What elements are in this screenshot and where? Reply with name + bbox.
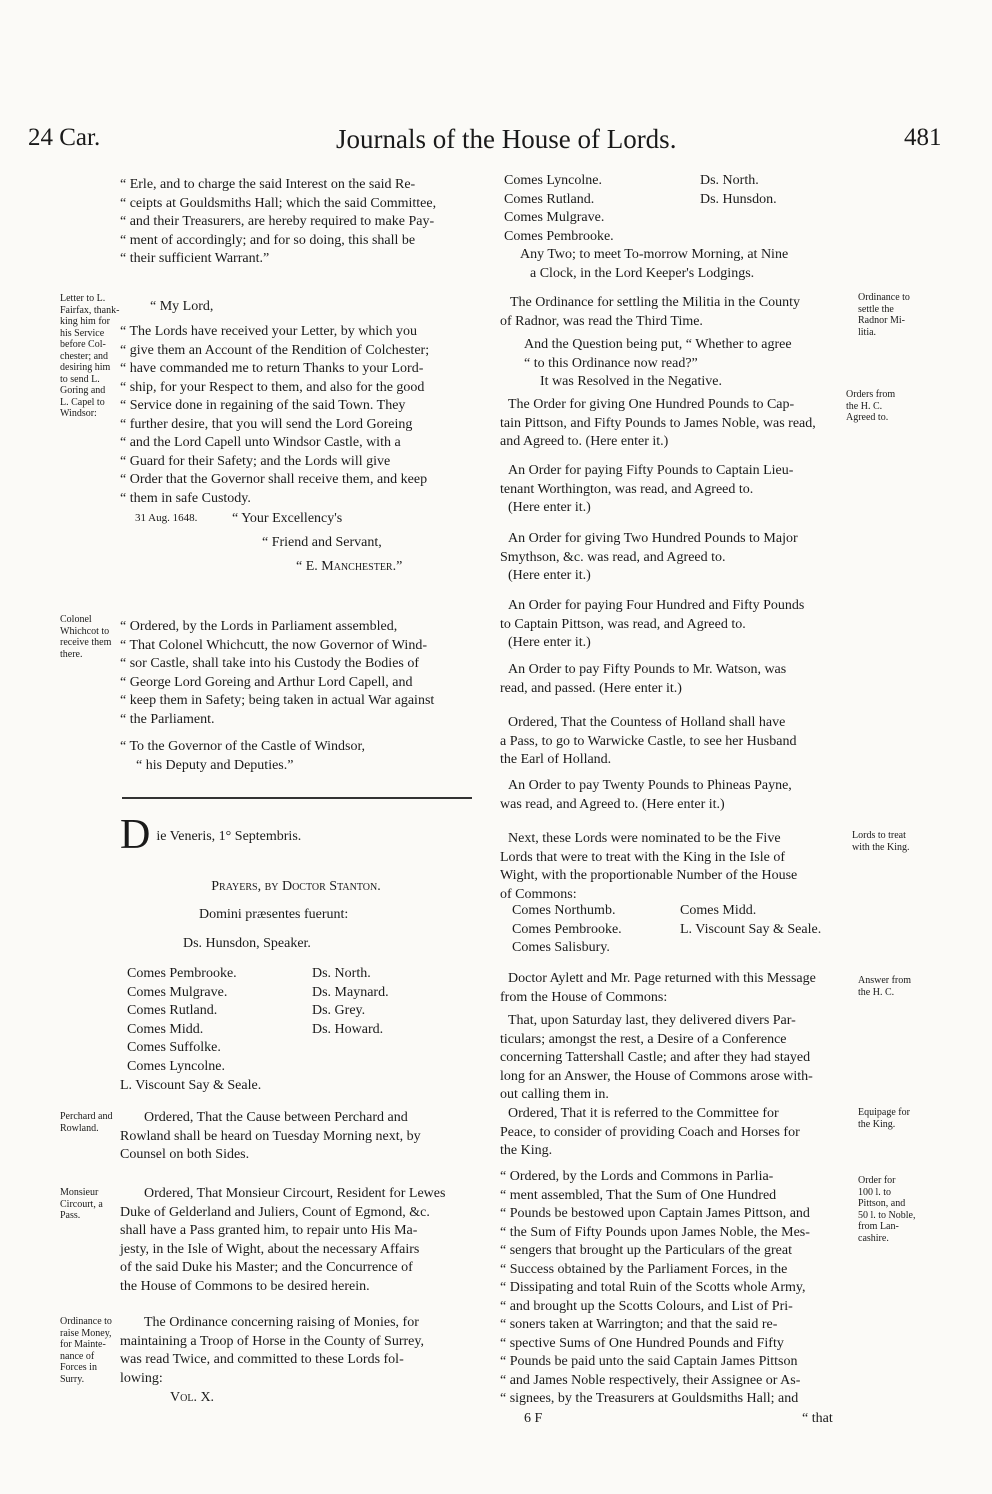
margin-line: Orders from: [846, 389, 896, 400]
present-lord: Comes Suffolke.: [127, 1040, 221, 1055]
signatory: “ E. Manchester.”: [296, 559, 403, 574]
text-line: “ Erle, and to charge the said Interest on the said Re-: [120, 177, 416, 192]
present-lord: Comes Mulgrave.: [127, 984, 228, 1000]
text-line: “ sengers that brought up the Particulars of the great: [500, 1243, 792, 1258]
text-line: out calling them in.: [500, 1087, 609, 1102]
text-line: “ ment of accordingly; and for so doing, this shall be: [120, 232, 416, 248]
prayers-line: Prayers, by Doctor Stanton.: [211, 879, 381, 894]
order-coach: [500, 1105, 850, 1161]
text-line: “ Guard for their Safety; and the Lords will give: [120, 453, 391, 469]
text-line: An Order for giving Two Hundred Pounds to Major: [508, 531, 798, 546]
text-line: “ George Lord Goreing and Arthur Lord Capell, and: [120, 674, 413, 690]
margin-note-radnor: [858, 292, 934, 338]
treat-lord: Comes Midd.: [680, 903, 757, 918]
text-line: Doctor Aylett and Mr. Page returned with this Message: [508, 971, 816, 986]
margin-line: chester; and: [60, 350, 109, 362]
text-line: An Order to pay Fifty Pounds to Mr. Watson, was: [508, 662, 787, 677]
day-heading-text: ie Veneris, 1° Septembris.: [156, 829, 302, 844]
text-line: The Ordinance for settling the Militia in the County: [510, 295, 801, 310]
text-line: Lords that were to treat with the King in the Isle of: [500, 849, 785, 865]
text-line: “ ment assembled, That the Sum of One Hundred: [500, 1187, 777, 1203]
page-number: 481: [904, 124, 942, 151]
text-line: the King.: [500, 1143, 553, 1158]
order-worthington: [500, 462, 850, 518]
margin-line: Equipage for: [858, 1107, 910, 1118]
text-line: “ and the Lord Capell unto Windsor Castle, with a: [120, 435, 401, 450]
text-line: tenant Worthington, was read, and Agreed to.: [500, 481, 754, 497]
margin-line: cashire.: [858, 1232, 889, 1244]
margin-note-fairfax: [60, 293, 122, 420]
text-line: Smythson, &c. was read, and Agreed to.: [500, 549, 726, 565]
text-line: was read Twice, and committed to these Lords fol-: [120, 1352, 404, 1367]
margin-line: Ordinance to: [858, 292, 910, 303]
order-watson: [500, 661, 850, 698]
text-line: lowing:: [120, 1370, 163, 1386]
margin-line: before Col-: [60, 339, 106, 350]
text-line: “ Service done in regaining of the said Town. They: [120, 398, 406, 413]
text-line: of Radnor, was read the Third Time.: [500, 313, 703, 329]
treat-list-left: [512, 902, 622, 958]
text-line: “ That Colonel Whichcutt, the now Governor of Wind-: [120, 637, 427, 653]
treat-lord: Comes Salisbury.: [512, 940, 610, 955]
text-line: “ his Deputy and Deputies.”: [136, 757, 294, 773]
continuation-paragraph: [120, 176, 472, 269]
text-line: “ and brought up the Scotts Colours, and List of Pri-: [500, 1298, 793, 1314]
margin-line: Rowland.: [60, 1122, 99, 1134]
margin-note-order100: [858, 1175, 938, 1244]
text-line: “ Ordered, by the Lords and Commons in Parlia-: [500, 1169, 774, 1184]
text-line: “ ship, for your Respect to them, and also for the good: [120, 379, 425, 395]
committee-lord: Ds. Hunsdon.: [700, 191, 777, 207]
text-line: Ordered, That the Countess of Holland shall have: [508, 715, 786, 730]
text-line: “ keep them in Safety; being taken in actual War against: [120, 693, 435, 708]
text-line: of the said Duke his Master; and the Concurrence of: [120, 1260, 413, 1275]
text-line: “ spective Sums of One Hundred Pounds and Fifty: [500, 1335, 784, 1351]
margin-line: L. Capel to: [60, 396, 105, 408]
committee-list-right: [700, 172, 777, 209]
margin-note-answer: [858, 975, 938, 998]
order-pittson-noble: [500, 396, 850, 452]
margin-line: the H. C.: [858, 986, 895, 998]
margin-line: Answer from: [858, 975, 912, 986]
text-line: Ordered, That the Cause between Perchard and: [144, 1110, 408, 1125]
text-line: from the House of Commons:: [500, 989, 668, 1005]
volume-footer: Vol. X.: [170, 1390, 215, 1405]
letter-body: [120, 323, 472, 508]
margin-line: desiring him: [60, 362, 111, 373]
committee-lord: Comes Lyncolne.: [504, 173, 602, 188]
margin-line: 100 l. to: [858, 1186, 892, 1198]
margin-note-perchard: [60, 1111, 122, 1134]
margin-line: Surry.: [60, 1373, 85, 1385]
present-lord: Ds. Howard.: [312, 1021, 384, 1037]
text-line: long for an Answer, the House of Commons arose with-: [500, 1068, 813, 1084]
viscount-line: L. Viscount Say & Seale.: [120, 1078, 262, 1093]
committee-lord: Comes Pembrooke.: [504, 228, 614, 244]
present-lord: Comes Midd.: [127, 1021, 204, 1037]
committee-lord: Ds. North.: [700, 173, 759, 188]
text-line: “ have commanded me to return Thanks to your Lord-: [120, 361, 424, 376]
text-line: jesty, in the Isle of Wight, about the necessary Affairs: [120, 1241, 420, 1257]
present-lord: Comes Pembrooke.: [127, 966, 237, 981]
text-line: Wight, with the proportionable Number of the House: [500, 868, 798, 883]
text-line: “ soners taken at Warrington; and that the said re-: [500, 1317, 778, 1332]
margin-line: Whichcot to: [60, 625, 110, 637]
margin-line: Goring and: [60, 385, 106, 396]
present-list-left: [127, 965, 237, 1076]
margin-line: Monsieur: [60, 1187, 99, 1198]
order-circourt: [120, 1185, 472, 1296]
treat-lord: Comes Northumb.: [512, 903, 616, 918]
text-line: read, and passed. (Here enter it.): [500, 680, 682, 696]
speaker-line: Ds. Hunsdon, Speaker.: [183, 936, 311, 951]
text-line: concerning Tattershall Castle; and after they had stayed: [500, 1050, 811, 1065]
margin-note-circourt: [60, 1187, 122, 1222]
margin-line: the H. C.: [846, 400, 883, 412]
text-line: Duke of Gelderland and Juliers, Count of Egmond, &c.: [120, 1204, 430, 1220]
text-line: An Order to pay Twenty Pounds to Phineas Payne,: [508, 778, 792, 793]
margin-line: his Service: [60, 327, 105, 339]
text-line: “ The Lords have received your Letter, by which you: [120, 324, 417, 339]
salutation: “ My Lord,: [150, 299, 214, 314]
order-smythson: [500, 530, 850, 586]
margin-note-orders: [846, 389, 934, 424]
message-saturday: [500, 1012, 850, 1105]
order-whichcutt: [120, 618, 472, 729]
text-line: An Order for paying Fifty Pounds to Captain Lieu-: [508, 463, 794, 478]
margin-line: king him for: [60, 316, 110, 327]
margin-line: raise Money,: [60, 1327, 112, 1339]
text-line: “ the Sum of Fifty Pounds upon James Noble, the Mes-: [500, 1224, 810, 1240]
text-line: ticulars; amongst the rest, a Desire of a Conference: [500, 1031, 787, 1047]
margin-line: there.: [60, 648, 83, 660]
letter-date: 31 Aug. 1648.: [135, 512, 198, 524]
present-lord: Comes Lyncolne.: [127, 1058, 225, 1074]
text-line: “ Pounds be bestowed upon Captain James Pittson, and: [500, 1206, 810, 1221]
text-line: Next, these Lords were nominated to be the Five: [508, 831, 781, 846]
treat-lord: Comes Pembrooke.: [512, 921, 622, 937]
margin-line: receive them: [60, 637, 112, 648]
margin-line: Perchard and: [60, 1111, 113, 1122]
text-line: maintaining a Troop of Horse in the County of Surrey,: [120, 1333, 424, 1349]
text-line: “ them in safe Custody.: [120, 490, 251, 506]
margin-line: 50 l. to Noble,: [858, 1209, 916, 1221]
text-line: shall have a Pass granted him, to repair unto His Ma-: [120, 1223, 418, 1238]
running-title: Journals of the House of Lords.: [336, 124, 677, 154]
address-lines: [120, 738, 472, 775]
margin-line: Ordinance to: [60, 1316, 112, 1327]
text-line: tain Pittson, and Fifty Pounds to James Noble, was read,: [500, 415, 816, 431]
closing-line: “ Friend and Servant,: [262, 535, 382, 550]
text-line: Counsel on both Sides.: [120, 1147, 250, 1162]
text-line: the Earl of Holland.: [500, 752, 612, 767]
margin-line: to send L.: [60, 373, 100, 385]
question-put: [500, 336, 852, 392]
text-line: “ and their Treasurers, are hereby required to make Pay-: [120, 214, 435, 229]
header-left: 24 Car.: [28, 124, 101, 151]
text-line: “ sor Castle, shall take into his Custody the Bodies of: [120, 656, 420, 671]
text-line: “ Success obtained by the Parliament Forces, in the: [500, 1261, 788, 1277]
section-divider: [122, 797, 472, 799]
text-line: The Ordinance concerning raising of Monies, for: [144, 1315, 419, 1330]
text-line: and Agreed to. (Here enter it.): [500, 434, 669, 449]
order-perchard: [120, 1109, 472, 1165]
present-lord: Ds. North.: [312, 966, 371, 981]
text-line: of Commons:: [500, 886, 577, 902]
margin-note-surry: [60, 1316, 122, 1385]
margin-line: Lords to treat: [852, 830, 906, 841]
committee-lord: Comes Mulgrave.: [504, 210, 605, 225]
margin-line: nance of: [60, 1350, 95, 1362]
margin-line: Windsor:: [60, 408, 97, 419]
text-line: “ Ordered, by the Lords in Parliament assembled,: [120, 619, 398, 634]
margin-note-whichcot: [60, 614, 122, 660]
text-line: “ the Parliament.: [120, 711, 215, 727]
text-line: “ further desire, that you will send the Lord Goreing: [120, 416, 413, 432]
margin-line: Circourt, a: [60, 1198, 103, 1210]
text-line: The Order for giving One Hundred Pounds to Cap-: [508, 397, 795, 412]
text-line: was read, and Agreed to. (Here enter it.): [500, 796, 725, 812]
text-line: “ ceipts at Gouldsmiths Hall; which the said Committee,: [120, 195, 437, 211]
text-line: “ signees, by the Treasurers at Gouldsmiths Hall; and: [500, 1391, 799, 1406]
margin-line: Agreed to.: [846, 412, 889, 423]
order-lords-commons: [500, 1168, 850, 1409]
text-line: to Captain Pittson, was read, and Agreed to.: [500, 616, 746, 632]
margin-line: litia.: [858, 326, 877, 338]
text-line: the House of Commons to be desired herein.: [120, 1278, 370, 1294]
margin-line: settle the: [858, 303, 894, 315]
text-line: Ordered, That it is referred to the Committee for: [508, 1106, 779, 1121]
text-line: “ give them an Account of the Rendition of Colchester;: [120, 342, 430, 358]
text-line: “ their sufficient Warrant.”: [120, 251, 270, 266]
text-line: (Here enter it.): [508, 500, 591, 515]
present-lord: Ds. Maynard.: [312, 984, 389, 1000]
margin-line: for Mainte-: [60, 1339, 106, 1350]
margin-line: with the King.: [852, 841, 910, 853]
order-payne: [500, 777, 850, 814]
treat-lord: L. Viscount Say & Seale.: [680, 921, 822, 937]
signature-mark: 6 F: [524, 1411, 543, 1426]
text-line: “ To the Governor of the Castle of Windsor,: [120, 739, 366, 754]
ordinance-surrey: [120, 1314, 472, 1388]
present-list-right: [312, 965, 389, 1039]
text-line: Peace, to consider of providing Coach and Horses for: [500, 1124, 800, 1140]
drop-cap: D: [120, 812, 151, 858]
meeting-note: [500, 246, 852, 283]
text-line: Ordered, That Monsieur Circourt, Resident for Lewes: [144, 1186, 446, 1201]
margin-line: Order for: [858, 1175, 896, 1186]
order-holland: [500, 714, 850, 770]
committee-lord: Comes Rutland.: [504, 191, 595, 207]
text-line: (Here enter it.): [508, 635, 591, 650]
margin-line: Pittson, and: [858, 1198, 906, 1209]
domini-line: Domini præsentes fuerunt:: [199, 907, 349, 922]
text-line: That, upon Saturday last, they delivered divers Par-: [508, 1013, 796, 1028]
text-line: “ Pounds be paid unto the said Captain James Pittson: [500, 1354, 798, 1369]
margin-line: Forces in: [60, 1362, 97, 1373]
day-heading: [120, 812, 472, 858]
text-line: (Here enter it.): [508, 568, 591, 583]
margin-line: from Lan-: [858, 1221, 899, 1232]
text-line: And the Question being put, “ Whether to agree: [524, 337, 792, 352]
catchword: “ that: [802, 1411, 833, 1426]
text-line: Rowland shall be heard on Tuesday Morning next, by: [120, 1128, 421, 1144]
text-line: Any Two; to meet To-morrow Morning, at Nine: [520, 247, 789, 262]
margin-line: Radnor Mi-: [858, 315, 905, 326]
text-line: It was Resolved in the Negative.: [540, 374, 722, 389]
margin-line: Pass.: [60, 1210, 81, 1221]
text-line: An Order for paying Four Hundred and Fifty Pounds: [508, 598, 805, 613]
margin-note-treat: [852, 830, 936, 853]
committee-list-left: [504, 172, 614, 246]
margin-line: Colonel: [60, 614, 92, 625]
margin-line: Letter to L.: [60, 293, 106, 304]
margin-line: the King.: [858, 1118, 896, 1130]
treat-nomination: [500, 830, 850, 904]
text-line: “ to this Ordinance now read?”: [524, 355, 698, 371]
text-line: “ Order that the Governor shall receive them, and keep: [120, 472, 428, 487]
margin-note-equipage: [858, 1107, 938, 1130]
text-line: “ and James Noble respectively, their Assignee or As-: [500, 1372, 801, 1388]
text-line: a Pass, to go to Warwicke Castle, to see her Husband: [500, 733, 797, 749]
order-pittson-450: [500, 597, 850, 653]
message-aylett: [500, 970, 850, 1007]
margin-line: Fairfax, thank-: [60, 304, 120, 316]
ordinance-radnor: [500, 294, 852, 331]
treat-list-right: [680, 902, 821, 939]
text-line: “ Dissipating and total Ruin of the Scotts whole Army,: [500, 1280, 806, 1295]
text-line: a Clock, in the Lord Keeper's Lodgings.: [530, 265, 755, 281]
present-lord: Ds. Grey.: [312, 1003, 366, 1018]
present-lord: Comes Rutland.: [127, 1003, 218, 1018]
closing-line: “ Your Excellency's: [232, 511, 343, 526]
